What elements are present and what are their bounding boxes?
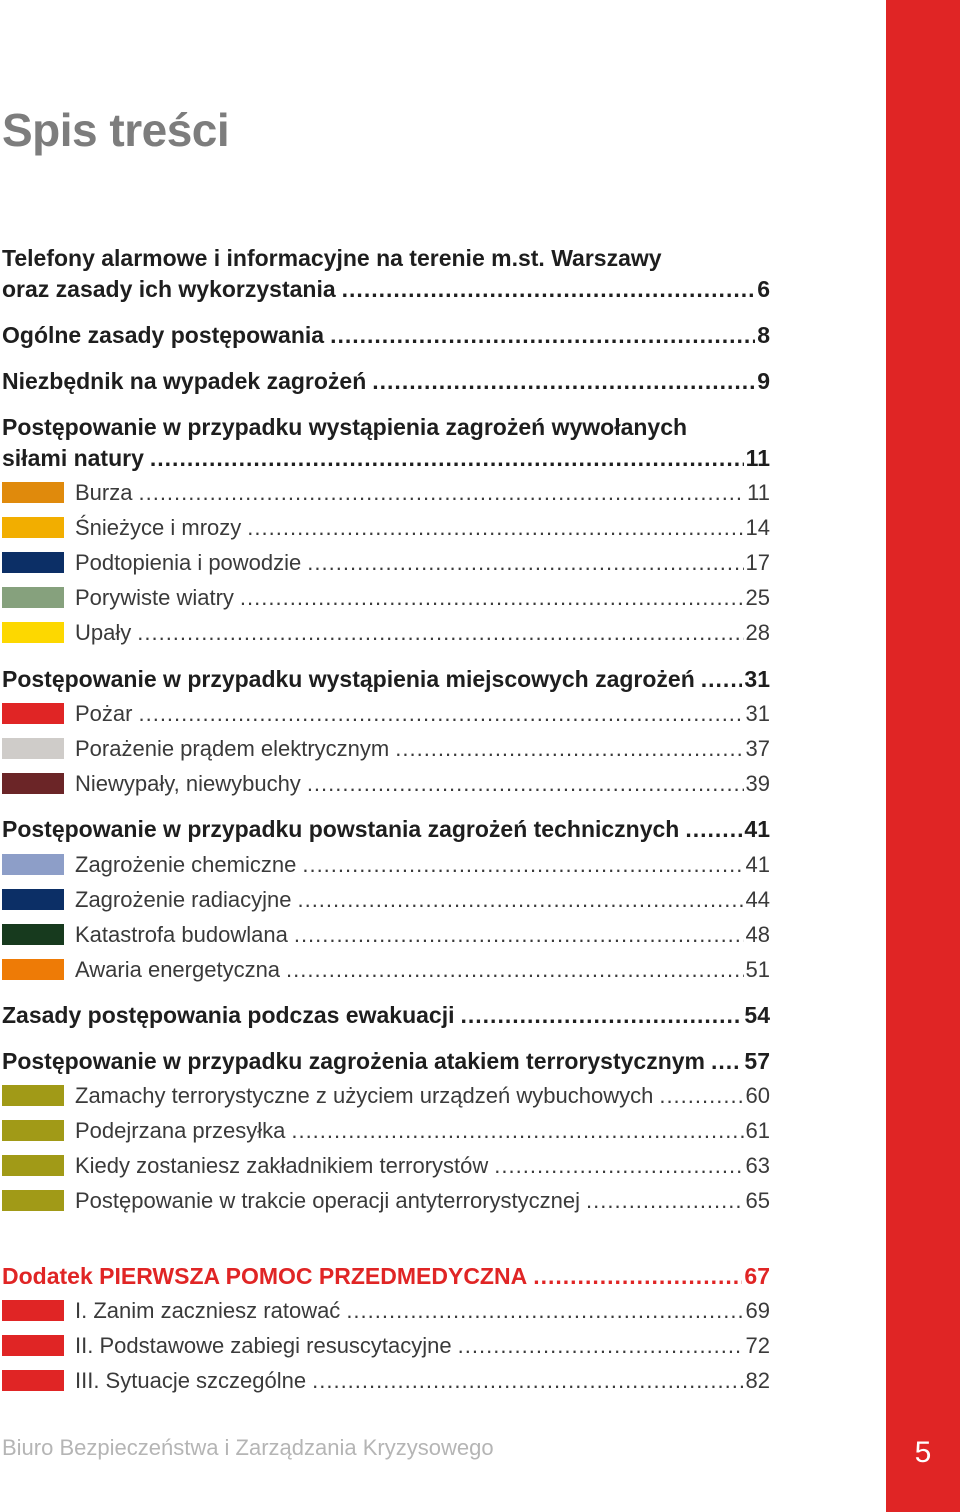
toc-subentry-text: Zamachy terrorystyczne z użyciem urządzeń wybuchowych — [75, 1083, 654, 1108]
color-swatch — [2, 773, 64, 794]
dot-leader — [138, 698, 743, 730]
toc-subentry[interactable] — [2, 547, 770, 579]
toc-subentry[interactable] — [2, 1365, 770, 1397]
toc-page-number: 57 — [744, 1048, 770, 1074]
toc-subentry[interactable] — [2, 582, 770, 614]
dot-leader — [711, 1045, 742, 1077]
color-swatch — [2, 1190, 64, 1211]
toc-entry-local-threats[interactable] — [2, 663, 770, 695]
toc-entry-natural-line1: Postępowanie w przypadku wystąpienia zagrożeń wywołanych — [2, 414, 688, 440]
dot-leader — [458, 1330, 744, 1362]
toc-entry-technical-threats[interactable] — [2, 813, 770, 845]
dot-leader — [297, 884, 743, 916]
dot-leader — [138, 477, 745, 509]
dot-leader — [302, 849, 743, 881]
dot-leader — [291, 1115, 743, 1147]
toc-entry-phones[interactable] — [2, 273, 770, 305]
dot-leader — [312, 1365, 743, 1397]
color-swatch — [2, 1370, 64, 1391]
toc-page-number: 6 — [757, 276, 770, 302]
toc-entry-general-rules[interactable] — [2, 319, 770, 351]
toc-subentry-text: II. Podstawowe zabiegi resuscytacyjne — [75, 1333, 452, 1358]
toc-subentry[interactable] — [2, 954, 770, 986]
toc-subentry[interactable] — [2, 768, 770, 800]
dot-leader — [685, 813, 742, 845]
toc-page-number: 31 — [745, 701, 770, 726]
toc-subentry-text: I. Zanim zaczniesz ratować — [75, 1298, 341, 1323]
toc-entry-text: oraz zasady ich wykorzystania — [2, 276, 336, 302]
toc-subentry-text: Niewypały, niewybuchy — [75, 771, 301, 796]
toc-page-number: 31 — [744, 666, 770, 692]
toc-subentry-text: Postępowanie w trakcie operacji antyterrorystycznej — [75, 1188, 581, 1213]
dot-leader — [307, 768, 744, 800]
toc-page-number: 60 — [745, 1083, 770, 1108]
toc-entry-terrorism[interactable] — [2, 1045, 770, 1077]
toc-page-number: 28 — [745, 620, 770, 645]
footer-publisher: Biuro Bezpieczeństwa i Zarządzania Kryzysowego — [2, 1435, 494, 1460]
toc-page-number: 14 — [745, 515, 770, 540]
toc-subentry[interactable] — [2, 477, 770, 509]
toc-page-number: 11 — [745, 445, 770, 471]
dot-leader — [342, 273, 756, 305]
toc-entry-text: Dodatek PIERWSZA POMOC PRZEDMEDYCZNA — [2, 1263, 528, 1289]
color-swatch — [2, 1120, 64, 1141]
toc-subentry[interactable] — [2, 919, 770, 951]
toc-entry-text: Postępowanie w przypadku zagrożenia atakiem terrorystycznym — [2, 1048, 706, 1074]
toc-page-number: 41 — [744, 816, 770, 842]
toc-subentry[interactable] — [2, 1080, 770, 1112]
dot-leader — [247, 512, 743, 544]
dot-leader — [294, 919, 744, 951]
color-swatch — [2, 703, 64, 724]
toc-entry-phones-line1: Telefony alarmowe i informacyjne na terenie m.st. Warszawy — [2, 245, 662, 271]
toc-page-number: 63 — [745, 1153, 770, 1178]
dot-leader — [286, 954, 743, 986]
page-number: 5 — [914, 1436, 932, 1469]
dot-leader — [586, 1185, 744, 1217]
toc-subentry-text: Podejrzana przesyłka — [75, 1118, 286, 1143]
toc-subentry-text: Kiedy zostaniesz zakładnikiem terrorystów — [75, 1153, 489, 1178]
color-swatch — [2, 482, 64, 503]
color-swatch — [2, 924, 64, 945]
toc-entry-essentials[interactable] — [2, 365, 770, 397]
color-swatch — [2, 517, 64, 538]
toc-entry-first-aid[interactable] — [2, 1260, 770, 1292]
toc-subentry-text: Podtopienia i powodzie — [75, 550, 302, 575]
color-swatch — [2, 959, 64, 980]
dot-leader — [240, 582, 744, 614]
toc-subentry-text: Śnieżyce i mrozy — [75, 515, 242, 540]
dot-leader — [461, 999, 743, 1031]
toc-page-number: 72 — [745, 1333, 770, 1358]
toc-page-number: 39 — [745, 771, 770, 796]
toc-page-number: 61 — [745, 1118, 770, 1143]
toc-subentry[interactable] — [2, 1185, 770, 1217]
dot-leader — [494, 1150, 743, 1182]
dot-leader — [701, 663, 743, 695]
toc-entry-text: Postępowanie w przypadku wystąpienia miejscowych zagrożeń — [2, 666, 695, 692]
toc-page-number: 9 — [757, 368, 770, 394]
toc-subentry-text: Porażenie prądem elektrycznym — [75, 736, 390, 761]
toc-entry-natural[interactable] — [2, 442, 770, 474]
toc-subentry-text: Awaria energetyczna — [75, 957, 281, 982]
dot-leader — [330, 319, 755, 351]
toc-page-number: 37 — [745, 736, 770, 761]
toc-subentry[interactable] — [2, 1295, 770, 1327]
toc-subentry[interactable] — [2, 1150, 770, 1182]
color-swatch — [2, 1300, 64, 1321]
toc-subentry-text: Pożar — [75, 701, 133, 726]
toc-page-number: 44 — [745, 887, 770, 912]
dot-leader — [150, 442, 744, 474]
color-swatch — [2, 1155, 64, 1176]
toc-page-number: 54 — [744, 1002, 770, 1028]
toc-subentry-text: Zagrożenie radiacyjne — [75, 887, 292, 912]
color-swatch — [2, 1085, 64, 1106]
dot-leader — [533, 1260, 742, 1292]
toc-subentry[interactable] — [2, 512, 770, 544]
toc-entry-text: siłami natury — [2, 445, 144, 471]
color-swatch — [2, 854, 64, 875]
toc-entry-text: Ogólne zasady postępowania — [2, 322, 325, 348]
toc-entry-text: Postępowanie w przypadku powstania zagrożeń technicznych — [2, 816, 680, 842]
color-swatch — [2, 622, 64, 643]
toc-page-number: 69 — [745, 1298, 770, 1323]
toc-page-number: 25 — [745, 585, 770, 610]
toc-page-number: 51 — [745, 957, 770, 982]
toc-page-number: 8 — [757, 322, 770, 348]
color-swatch — [2, 552, 64, 573]
color-swatch — [2, 587, 64, 608]
toc-page-number: 17 — [745, 550, 770, 575]
toc-page-number: 11 — [747, 480, 770, 505]
toc-page-number: 67 — [744, 1263, 770, 1289]
toc-entry-text: Zasady postępowania podczas ewakuacji — [2, 1002, 455, 1028]
toc-subentry-text: Porywiste wiatry — [75, 585, 234, 610]
red-side-bar — [886, 0, 960, 1512]
dot-leader — [307, 547, 743, 579]
toc-subentry-text: Burza — [75, 480, 133, 505]
toc-subentry[interactable] — [2, 849, 770, 881]
page-title: Spis treści — [2, 104, 230, 156]
dot-leader — [659, 1080, 743, 1112]
toc-subentry[interactable] — [2, 1330, 770, 1362]
toc-subentry[interactable] — [2, 884, 770, 916]
toc-page-number: 41 — [745, 852, 770, 877]
toc-entry-evacuation[interactable] — [2, 999, 770, 1031]
toc-entry-text: Niezbędnik na wypadek zagrożeń — [2, 368, 367, 394]
color-swatch — [2, 738, 64, 759]
color-swatch — [2, 889, 64, 910]
toc-subentry-text: Zagrożenie chemiczne — [75, 852, 297, 877]
dot-leader — [346, 1295, 743, 1327]
toc-subentry-text: III. Sytuacje szczególne — [75, 1368, 307, 1393]
toc-page-number: 48 — [745, 922, 770, 947]
dot-leader — [137, 617, 743, 649]
toc-subentry[interactable] — [2, 698, 770, 730]
toc-subentry[interactable] — [2, 733, 770, 765]
color-swatch — [2, 1335, 64, 1356]
dot-leader — [395, 733, 743, 765]
toc-subentry-text: Katastrofa budowlana — [75, 922, 288, 947]
toc-subentry[interactable] — [2, 1115, 770, 1147]
toc-page-number: 82 — [745, 1368, 770, 1393]
toc-subentry-text: Upały — [75, 620, 132, 645]
toc-subentry[interactable] — [2, 617, 770, 649]
toc-page-number: 65 — [745, 1188, 770, 1213]
dot-leader — [372, 365, 755, 397]
